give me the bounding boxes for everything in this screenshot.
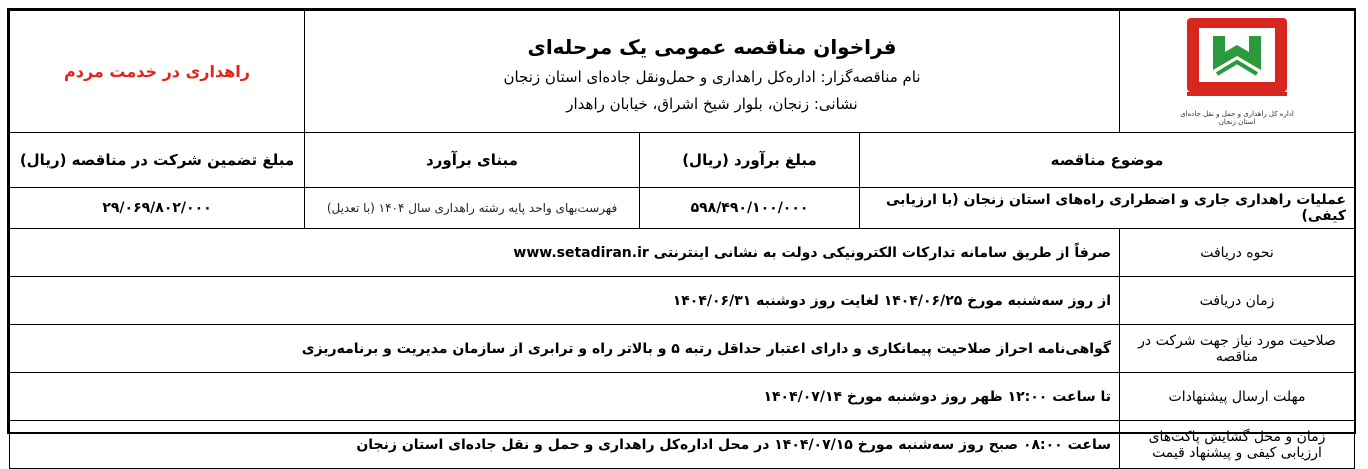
logo-cell <box>1120 11 1355 133</box>
receive-time-label: زمان دریافت <box>1120 277 1355 325</box>
notice-title: فراخوان مناقصه عمومی یک مرحله‌ای <box>527 34 897 59</box>
subject-value: عملیات راهداری جاری و اضطراری راه‌های استان زنجان (با ارزیابی کیفی) <box>860 188 1355 229</box>
col-guarantee: مبلغ تضمین شرکت در مناقصه (ریال) <box>10 133 305 188</box>
header-row <box>10 11 1355 133</box>
deadline-label: مهلت ارسال پیشنهادات <box>1120 373 1355 421</box>
logo-caption: اداره کل راهداری و حمل و نقل جاده‌ای استان زنجان <box>1180 109 1294 126</box>
opening-value: ساعت ۰۸:۰۰ صبح روز سه‌شنبه مورخ ۱۴۰۴/۰۷/۱۵ در محل اداره‌کل راهداری و حمل و نقل جاده‌ای استان زنجان <box>10 421 1120 469</box>
receive-time-value: از روز سه‌شنبه مورخ ۱۴۰۴/۰۶/۲۵ لغایت روز دوشنبه ۱۴۰۴/۰۶/۳۱ <box>10 277 1120 325</box>
col-subject: موضوع مناقصه <box>860 133 1355 188</box>
info-row-receive-time <box>10 277 1355 325</box>
slogan-text: راهداری در خدمت مردم <box>64 62 250 81</box>
estimate-value: ۵۹۸/۴۹۰/۱۰۰/۰۰۰ <box>640 188 860 229</box>
info-row-deadline <box>10 373 1355 421</box>
info-row-opening <box>10 421 1355 469</box>
slogan-cell <box>10 11 305 133</box>
setadiran-link[interactable]: www.setadiran.ir <box>513 244 649 261</box>
deadline-value: تا ساعت ۱۲:۰۰ ظهر روز دوشنبه مورخ ۱۴۰۴/۰۷/۱۴ <box>10 373 1120 421</box>
header-center <box>305 11 1120 133</box>
organizer-line: نام مناقصه‌گزار: اداره‌کل راهداری و حمل‌ونقل جاده‌ای استان زنجان <box>503 67 921 86</box>
opening-label: زمان و محل گشایش پاکت‌های ارزیابی کیفی و پیشنهاد قیمت <box>1120 421 1355 469</box>
col-estimate: مبلغ برآورد (ریال) <box>640 133 860 188</box>
info-row-receive-method <box>10 229 1355 277</box>
guarantee-value: ۲۹/۰۶۹/۸۰۲/۰۰۰ <box>10 188 305 229</box>
qualification-label: صلاحیت مورد نیاز جهت شرکت در مناقصه <box>1120 325 1355 373</box>
address-line: نشانی: زنجان، بلوار شیخ اشراق، خیابان راهدار <box>566 94 858 113</box>
rmto-logo-icon <box>1177 12 1297 132</box>
values-row <box>10 188 1355 229</box>
tender-table <box>9 10 1355 469</box>
qualification-value: گواهی‌نامه احراز صلاحیت پیمانکاری و دارای اعتبار حداقل رتبه ۵ و بالاتر راه و ترابری از سازمان مدیریت و برنامه‌ریزی <box>10 325 1120 373</box>
basis-value: فهرست‌بهای واحد پایه رشته راهداری سال ۱۴۰۴ (با تعدیل) <box>305 188 640 229</box>
col-basis: مبنای برآورد <box>305 133 640 188</box>
receive-method-text: صرفاً از طریق سامانه تدارکات الکترونیکی دولت به نشانی اینترنتی <box>653 244 1112 261</box>
receive-method-value <box>10 229 1120 277</box>
column-header-row <box>10 133 1355 188</box>
receive-method-label: نحوه دریافت <box>1120 229 1355 277</box>
tender-notice <box>7 8 1356 461</box>
info-row-qualification <box>10 325 1355 373</box>
